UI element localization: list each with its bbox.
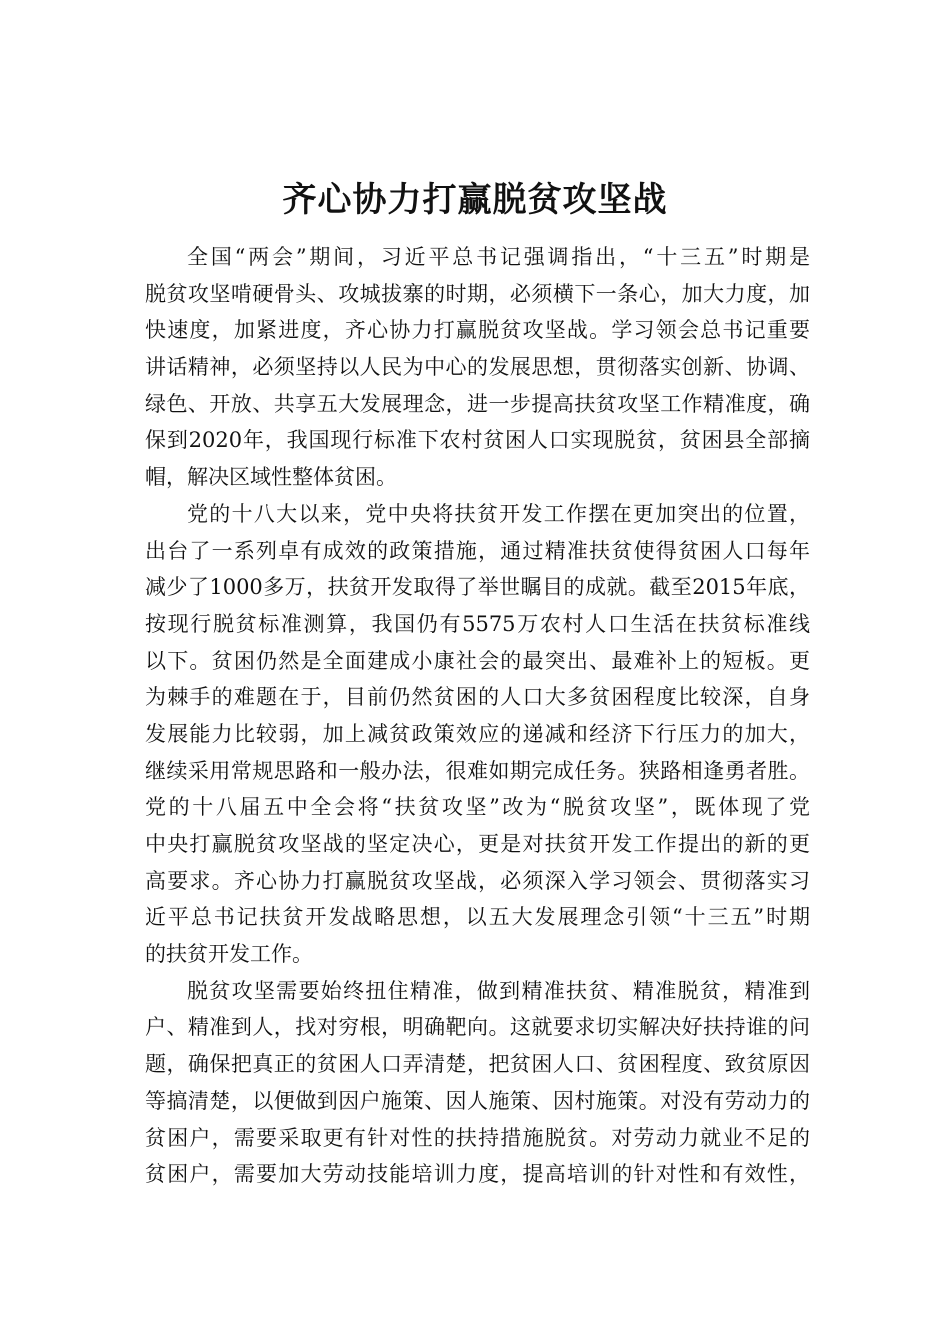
body-text-line: 全国“两会”期间，习近平总书记强调指出，“十三五”时期是 (187, 245, 810, 269)
body-text-line: 减少了1000多万，扶贫开发取得了举世瞩目的成就。截至2015年底， (145, 575, 810, 600)
document-body (145, 239, 810, 1193)
body-text-line: 贫困户，需要加大劳动技能培训力度，提高培训的针对性和有效性， (145, 1162, 810, 1187)
body-text-line: 快速度，加紧进度，齐心协力打赢脱贫攻坚战。学习领会总书记重要 (145, 318, 810, 343)
body-text-line: 讲话精神，必须坚持以人民为中心的发展思想，贯彻落实创新、协调、 (145, 355, 810, 380)
body-text-line: 的扶贫开发工作。 (145, 942, 313, 967)
body-text-line: 党的十八大以来，党中央将扶贫开发工作摆在更加突出的位置， (187, 501, 810, 526)
body-text-line: 题，确保把真正的贫困人口弄清楚，把贫困人口、贫困程度、致贫原因 (145, 1052, 810, 1077)
body-text-line: 贫困户，需要采取更有针对性的扶持措施脱贫。对劳动力就业不足的 (145, 1125, 810, 1150)
body-text-line: 保到2020年，我国现行标准下农村贫困人口实现脱贫，贫困县全部摘 (145, 428, 810, 453)
body-text-line: 党的十八届五中全会将“扶贫攻坚”改为“脱贫攻坚”，既体现了党 (145, 795, 810, 820)
body-text-line: 脱贫攻坚需要始终扭住精准，做到精准扶贫、精准脱贫，精准到 (187, 978, 810, 1003)
body-text-line: 等搞清楚，以便做到因户施策、因人施策、因村施策。对没有劳动力的 (145, 1088, 810, 1113)
body-text-line: 按现行脱贫标准测算，我国仍有5575万农村人口生活在扶贫标准线 (145, 611, 810, 636)
body-text-line: 帽，解决区域性整体贫困。 (145, 465, 397, 490)
body-text-line: 脱贫攻坚啃硬骨头、攻城拔寨的时期，必须横下一条心，加大力度，加 (145, 281, 810, 306)
body-text-line: 中央打赢脱贫攻坚战的坚定决心，更是对扶贫开发工作提出的新的更 (145, 832, 810, 856)
document-title: 齐心协力打赢脱贫攻坚战 (282, 180, 668, 220)
body-text-line: 高要求。齐心协力打赢脱贫攻坚战，必须深入学习领会、贯彻落实习 (145, 868, 810, 893)
body-text-line: 绿色、开放、共享五大发展理念，进一步提高扶贫攻坚工作精准度，确 (145, 391, 810, 416)
body-text-line: 继续采用常规思路和一般办法，很难如期完成任务。狭路相逢勇者胜。 (145, 758, 810, 783)
body-text-line: 户、精准到人，找对穷根，明确靶向。这就要求切实解决好扶持谁的问 (145, 1015, 810, 1040)
body-text-line: 出台了一系列卓有成效的政策措施，通过精准扶贫使得贫困人口每年 (145, 538, 810, 563)
body-text-line: 发展能力比较弱，加上减贫政策效应的递减和经济下行压力的加大， (145, 721, 810, 746)
body-text-line: 近平总书记扶贫开发战略思想，以五大发展理念引领“十三五”时期 (145, 905, 810, 930)
body-text-line: 以下。贫困仍然是全面建成小康社会的最突出、最难补上的短板。更 (145, 648, 810, 673)
body-text-line: 为棘手的难题在于，目前仍然贫困的人口大多贫困程度比较深，自身 (145, 685, 810, 710)
